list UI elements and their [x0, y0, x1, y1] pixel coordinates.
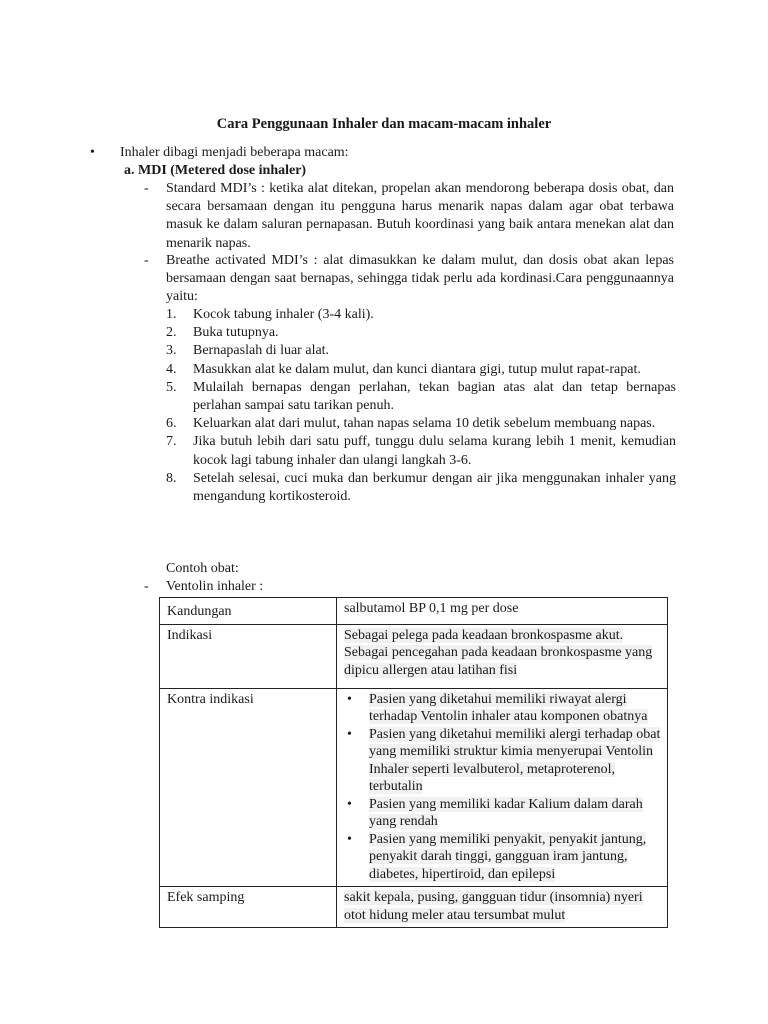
list-item: • Pasien yang diketahui memiliki riwayat alergi terhadap Ventolin inhaler atau komponen obatnya	[347, 691, 648, 724]
table-cell-value: salbutamol BP 0,1 mg per dose	[337, 598, 668, 625]
bullet-icon: •	[347, 831, 352, 847]
step-number: 3.	[166, 343, 177, 359]
breathe-mdi-text: Breathe activated MDI’s : alat dimasukkan ke dalam mulut, dan dosis obat akan lepas bersamaan dengan saat bernapas, sehingga tidak perlu ada kordinasi.Cara penggunaannya yaitu:	[166, 253, 674, 305]
table-cell-value	[337, 688, 668, 887]
bullet-icon: •	[347, 726, 352, 742]
list-item: • Pasien yang diketahui memiliki alergi terhadap obat yang memiliki struktur kimia menyerupai Ventolin Inhaler seperti levalbuterol, metaproterenol, terbutalin	[347, 726, 661, 794]
table-row	[160, 598, 668, 625]
step-number: 4.	[166, 361, 177, 377]
bullet-icon: •	[90, 145, 95, 160]
list-item	[166, 415, 676, 433]
ventolin-table	[159, 597, 668, 928]
bullet-icon: •	[347, 691, 352, 707]
list-item	[166, 433, 676, 469]
list-item	[166, 470, 676, 506]
step-text: Bernapaslah di luar alat.	[193, 343, 330, 359]
intro-text: Inhaler dibagi menjadi beberapa macam:	[120, 145, 349, 160]
step-number: 6.	[166, 416, 177, 432]
step-number: 2.	[166, 325, 177, 341]
list-item: • Pasien yang memiliki kadar Kalium dalam darah yang rendah	[347, 796, 643, 829]
table-cell-label: Indikasi	[160, 624, 337, 688]
table-cell-value	[337, 624, 668, 688]
step-text: Kocok tabung inhaler (3-4 kali).	[193, 307, 374, 322]
dash-marker: -	[144, 181, 149, 196]
step-number: 1.	[166, 307, 177, 322]
step-number: 8.	[166, 470, 177, 486]
table-row	[160, 624, 668, 688]
list-item: • Pasien yang memiliki penyakit, penyakit jantung, penyakit darah tinggi, gangguan iram jantung, diabetes, hipertiroid, dan epilepsi	[347, 831, 647, 882]
list-item	[166, 342, 676, 360]
step-number: 7.	[166, 434, 177, 450]
table-row	[160, 688, 668, 887]
step-text: Jika butuh lebih dari satu puff, tunggu dulu selama kurang lebih 1 menit, kemudian kocok lagi tabung inhaler dan ulangi langkah 3-6.	[193, 434, 676, 468]
step-number: 5.	[166, 379, 177, 395]
usage-steps-list	[166, 306, 676, 506]
dash-marker: -	[144, 579, 149, 594]
table-row	[160, 887, 668, 928]
ventolin-label: Ventolin inhaler :	[166, 579, 264, 594]
step-text: Masukkan alat ke dalam mulut, dan kunci diantara gigi, tutup mulut rapat-rapat.	[193, 361, 641, 377]
dash-marker: -	[144, 253, 149, 268]
step-text: Buka tutupnya.	[193, 325, 279, 341]
table-cell-label: Kontra indikasi	[160, 688, 337, 887]
list-item	[166, 306, 676, 324]
table-cell-label: Efek samping	[160, 887, 337, 928]
table-cell-value	[337, 887, 668, 928]
list-item	[166, 361, 676, 379]
step-text: Keluarkan alat dari mulut, tahan napas selama 10 detik sebelum membuang napas.	[193, 416, 656, 432]
indikasi-text: Sebagai pelega pada keadaan bronkospasme akut. Sebagai pencegahan pada keadaan bronkospasme yang dipicu allergen atau latihan fisi	[344, 627, 653, 678]
bullet-icon: •	[347, 796, 352, 812]
efek-samping-text: sakit kepala, pusing, gangguan tidur (insomnia) nyeri otot hidung meler atau tersumbat mulut	[344, 890, 643, 923]
contoh-obat-label: Contoh obat:	[166, 561, 239, 576]
list-item	[166, 379, 676, 415]
step-text: Mulailah bernapas dengan perlahan, tekan bagian atas alat dan tetap bernapas perlahan sampai satu tarikan penuh.	[193, 379, 676, 414]
page-title: Cara Penggunaan Inhaler dan macam-macam inhaler	[216, 116, 552, 132]
section-mdi-heading: a. MDI (Metered dose inhaler)	[124, 163, 307, 178]
step-text: Setelah selesai, cuci muka dan berkumur dengan air jika menggunakan inhaler yang mengandung kortikosteroid.	[193, 470, 676, 505]
kontra-indikasi-list	[344, 691, 661, 884]
standard-mdi-text: Standard MDI’s : ketika alat ditekan, propelan akan mendorong beberapa dosis obat, dan secara bersamaan dengan itu pengguna harus menarik napas dalam agar obat terbawa masuk ke dalam saluran pernapasan. Butuh koordinasi yang baik antara menekan alat dan menarik napas.	[166, 181, 674, 251]
list-item	[166, 324, 676, 342]
table-cell-label: Kandungan	[160, 598, 337, 625]
